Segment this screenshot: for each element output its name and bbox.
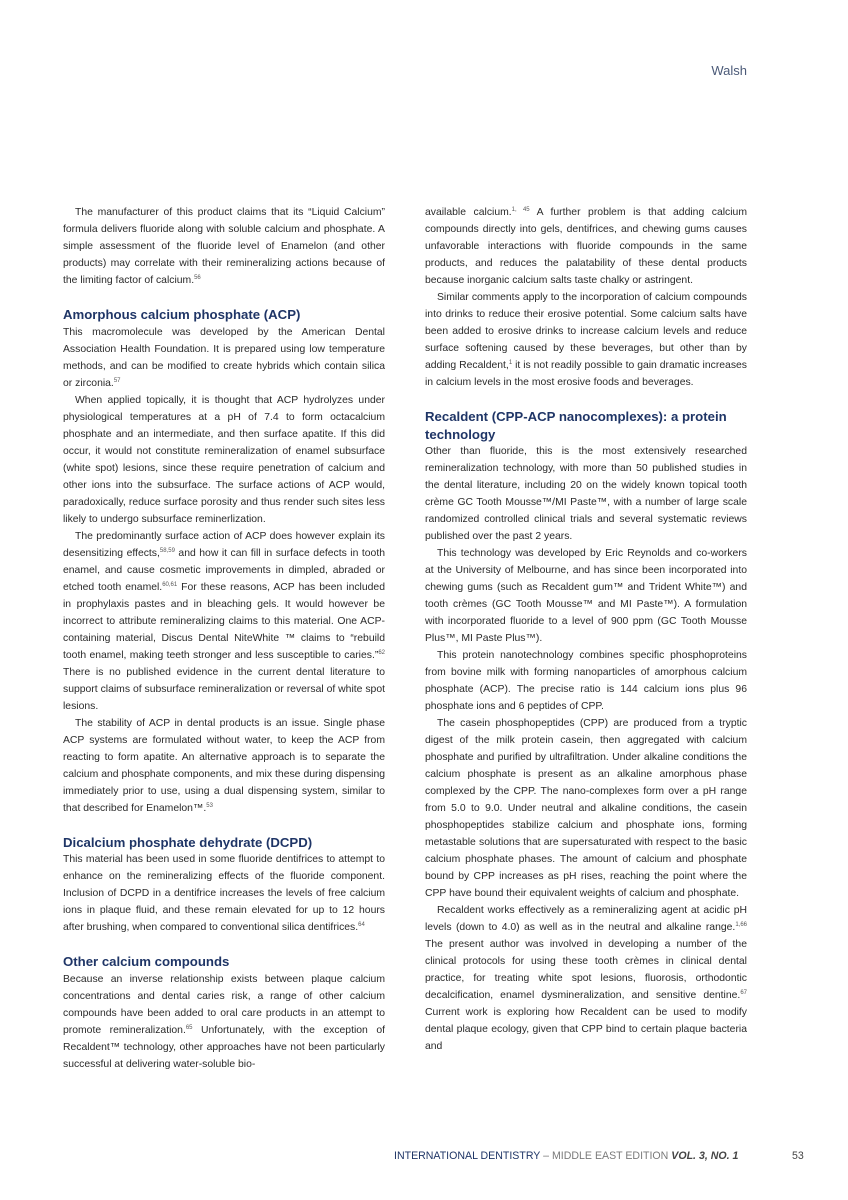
paragraph: [63, 324, 385, 392]
citation: 53: [206, 802, 213, 809]
citation: 64: [358, 922, 365, 928]
citation: 67: [740, 990, 747, 996]
paragraph-text: Similar comments apply to the incorporation of calcium compounds into drinks to reduce their erosive potential. Some calcium salts have been added to erosive drinks to increase calcium levels and reduce surface softening caused by these beverages, but other than by adding Recaldent,: [425, 292, 747, 371]
page-number: 53: [792, 1150, 804, 1162]
section-heading-recaldent: Recaldent (CPP-ACP nanocomplexes): a protein technology: [425, 409, 727, 442]
page-footer: [394, 1150, 804, 1162]
left-column: [63, 204, 385, 1073]
citation: 58,59: [159, 547, 175, 554]
citation: 1,66: [735, 922, 747, 928]
edition-name: MIDDLE EAST EDITION: [551, 1150, 672, 1162]
paragraph: [63, 715, 385, 817]
paragraph: [425, 204, 747, 289]
paragraph-text: it is not readily possible to gain dramatic increases in calcium levels in the most erosive foods and beverages.: [425, 360, 748, 388]
paragraph: When applied topically, it is thought that ACP hydrolyzes under physiological temperatures at a pH of 7.4 to form octacalcium phosphate and an intermediate, and then surface apatite. If this did occur, it would not constitute remineralization of enamel subsurface (white spot) lesions, since these require penetration of calcium and other ions into the subsurface. The surface actions of ACP would, paradoxically, reduce surface porosity and thus render such sites less likely to undergo subsurface reminerlization.: [63, 394, 385, 525]
journal-name: INTERNATIONAL DENTISTRY: [394, 1150, 541, 1162]
right-column: [425, 204, 747, 1055]
paragraph: This protein nanotechnology combines specific phosphoproteins from bovine milk with forming nanoparticles of amorphous calcium phosphate (ACP). The precise ratio is 144 calcium ions plus 96 phosphate ions and 6 peptides of CPP.: [425, 650, 747, 712]
section-heading-other-calcium: Other calcium compounds: [63, 954, 230, 969]
paragraph: This technology was developed by Eric Reynolds and co-workers at the University of Melbourne, and has since been incorporated into chewing gums (such as Recaldent gum™ and Trident White™) and tooth crèmes (GC Tooth Mousse™ and MI Paste™). A formulation with incorporated fluoride to a level of 900 ppm (GC Tooth Mousse Plus™, MI Paste Plus™).: [425, 548, 747, 644]
paragraph-text: A further problem is that adding calcium compounds directly into gels, dentifrices, and chewing gums causes unfavorable interactions with fluoride compounds in the same products, and reduces the palatability of these dental products because inorganic calcium salts taste chalky or astringent.: [425, 207, 747, 286]
section-heading-dcpd: Dicalcium phosphate dehydrate (DCPD): [63, 834, 313, 850]
paragraph-text: and how it can fill in surface defects in tooth enamel, and cause cosmetic improvements in dimpled, abraded or etched tooth enamel.: [63, 547, 385, 593]
paragraph-text: The stability of ACP in dental products is an issue. Single phase ACP systems are formulated without water, to keep the ACP from reacting to form apatite. An alternative approach is to separate the calcium and phosphate components, and mix these during dispensing immediately prior to use, using a dual dispensing system, similar to that described for Enamelon™.: [63, 717, 385, 814]
paragraph-text: Recaldent works effectively as a remineralizing agent at acidic pH levels (down to 4.0) as well as in the neutral and alkaline range.: [425, 905, 747, 933]
citation: 65: [185, 1024, 193, 1031]
paragraph-text: This macromolecule was developed by the American Dental Association Health Foundation. It is prepared using low temperature methods, and can be modified to create hybrids which contain silica or zirconia.: [63, 326, 385, 389]
paragraph-text: For these reasons, ACP has been included in prophylaxis pastes and in bleaching gels. It would however be incorrect to attribute remineralizing claims to this material. One ACP-containing material, Discus Dental NiteWhite ™ claims to “rebuild tooth enamel, making teeth stronger and less susceptible to caries.”: [63, 581, 385, 661]
paragraph: [425, 902, 747, 1055]
running-head-author: Walsh: [711, 63, 747, 78]
citation: 62: [378, 649, 385, 656]
paragraph-text: The predominantly surface action of ACP does however explain its desensitizing effects,: [63, 530, 385, 559]
paragraph-text: The manufacturer of this product claims that its “Liquid Calcium” formula delivers fluoride along with soluble calcium and phosphate. A simple assessment of the fluoride level of Enamelon (and other products) may correlate with their remineralizing actions because of the limiting factor of calcium.: [63, 207, 385, 286]
citation: 1: [508, 360, 513, 366]
paragraph-text: Current work is exploring how Recaldent can be used to modify dental plaque ecology, given that CPP bind to certain plaque bacteria and: [425, 1007, 747, 1052]
paragraph-text: The present author was involved in developing a number of the clinical protocols for using these tooth crèmes in clinical dental practice, for treating white spot lesions, fluorosis, orthodontic decalcification, enamel dysmineralization, and sensitive dentine.: [425, 939, 747, 1001]
paragraph-text: There is no published evidence in the current dental literature to support claims of subsurface remineralization or reversal of white spot lesions.: [63, 666, 385, 712]
paragraph-text: This material has been used in some fluoride dentifrices to attempt to enhance on the remineralizing effects of the fluoride component. Inclusion of DCPD in a dentifrice increases the levels of free calcium ions in plaque fluid, and these remain elevated for up to 12 hours after brushing, when compared to conventional silica dentifrices.: [63, 854, 385, 933]
volume-issue: VOL. 3, NO. 1: [671, 1150, 739, 1162]
paragraph: [63, 851, 385, 936]
section-heading-acp: Amorphous calcium phosphate (ACP): [63, 307, 301, 322]
paragraph: [63, 204, 385, 289]
citation: 60,61: [162, 581, 178, 588]
paragraph-text: available calcium.: [425, 207, 512, 218]
paragraph-text: Unfortunately, with the exception of Recaldent™ technology, other approaches have not been particularly successful at delivering water-soluble bio-: [63, 1024, 385, 1070]
paragraph: [63, 971, 385, 1073]
citation: 56: [194, 275, 201, 281]
citation: 57: [113, 377, 121, 384]
paragraph: The casein phosphopeptides (CPP) are produced from a tryptic digest of the milk protein casein, then aggregated with calcium phosphate and purified by ultrafiltration. Under alkaline conditions the calcium phosphate is present as an alkaline amorphous phase complexed by the CPP. The nano-complexes form over a pH range from 5.0 to 9.0. Under neutral and alkaline conditions, the casein phosphopeptides stabilize calcium and phosphate ions, forming metastable solutions that are supersaturated with respect to the basic calcium phosphate phases. The amount of calcium and phosphate bound by CPP increases as pH rises, reaching the point where the CPP have bound their equivalent weights of calcium and phosphate.: [425, 718, 747, 899]
paragraph: [425, 289, 747, 391]
footer-dash: –: [540, 1150, 552, 1162]
paragraph: [63, 528, 385, 715]
citation: 1, 45: [511, 207, 530, 213]
paragraph: Other than fluoride, this is the most extensively researched remineralization technology, with more than 50 published studies in the dental literature, including 20 on the widely known topical tooth crème GC Tooth Mousse™/MI Paste™, with a number of large scale randomized controlled clinical trials and several systematic reviews published over the past 2 years.: [425, 446, 747, 542]
paragraph-text: Because an inverse relationship exists between plaque calcium concentrations and dental caries risk, a range of other calcium compounds have been added to oral care products in an attempt to promote remineralization.: [63, 973, 385, 1036]
